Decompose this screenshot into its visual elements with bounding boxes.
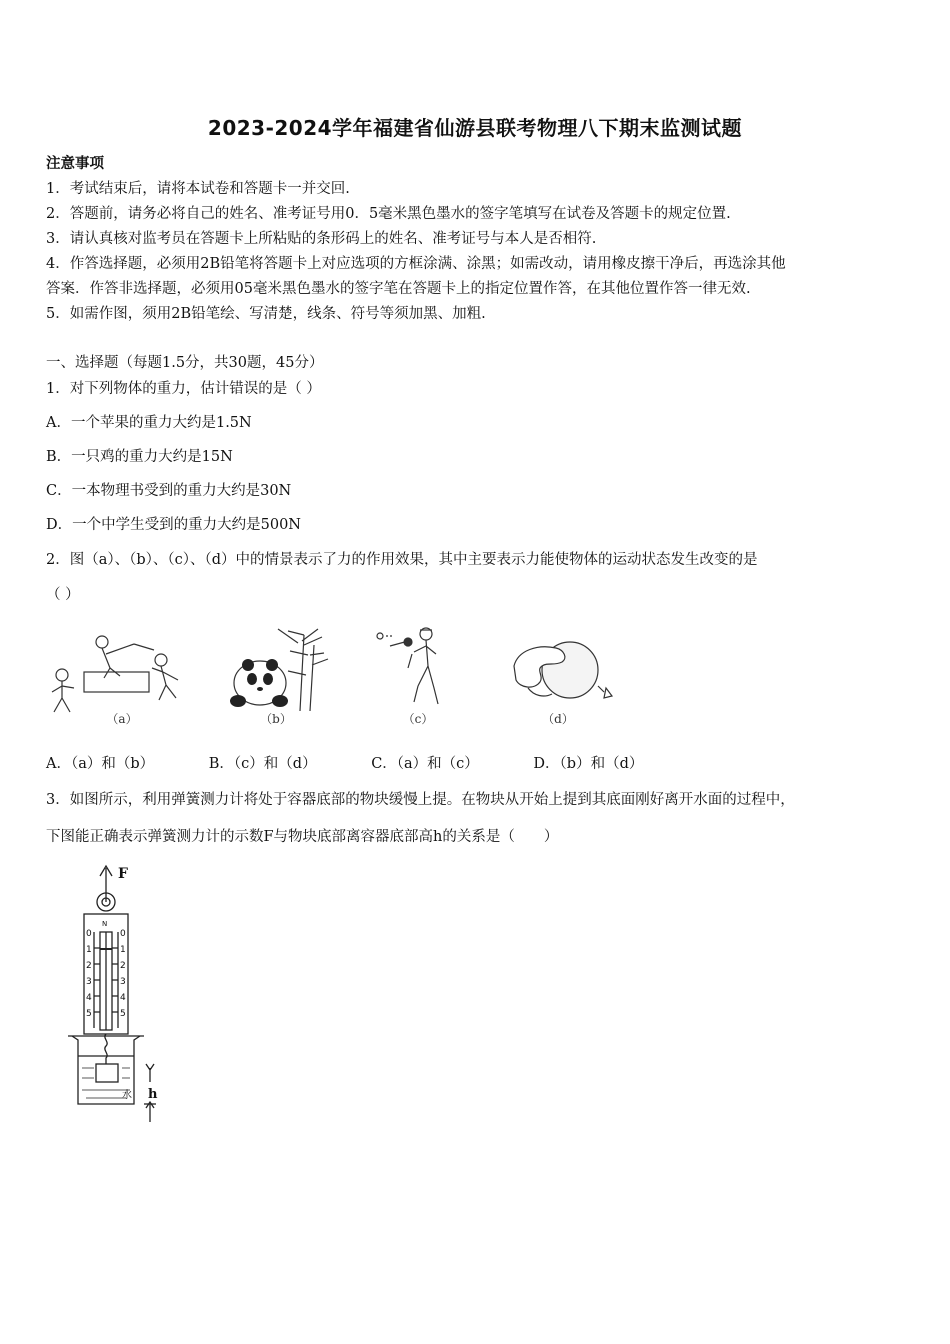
q1-option-a: A．一个苹果的重力大约是1.5N (46, 415, 252, 431)
scale-left-2: 2 (86, 961, 92, 971)
scale-right-0: 0 (120, 929, 126, 939)
q1-option-d: D．一个中学生受到的重力大约是500N (46, 517, 301, 533)
section-heading: 一、选择题（每题1.5分，共30题，45分） (46, 355, 324, 371)
scale-left-1: 1 (86, 945, 92, 955)
figure-c-caption: （c） (402, 712, 434, 726)
q1-option-b: B．一只鸡的重力大约是15N (46, 449, 233, 465)
q2-option-c: C．（a）和（c） (371, 756, 479, 772)
question-2-stem-cont: （ ） (46, 587, 80, 603)
figure-d-caption: （d） (542, 712, 574, 726)
page-title: 2023-2024学年福建省仙游县联考物理八下期末监测试题 (207, 116, 743, 140)
scale-right-5: 5 (120, 1009, 126, 1019)
figure-b-caption: （b） (260, 712, 292, 726)
unit-label: N (102, 920, 108, 928)
q1-option-c: C．一本物理书受到的重力大约是30N (46, 483, 292, 499)
figure-a-illustration (44, 630, 194, 718)
water-label: 水 (122, 1090, 132, 1101)
q2-option-a: A．（a）和（b） (46, 756, 155, 772)
notice-heading: 注意事项 (46, 155, 104, 172)
notice-item: 4．作答选择题，必须用2B铅笔将答题卡上对应选项的方框涂满、涂黑；如需改动，请用橡皮擦干净后，再选涂其他 (46, 256, 786, 272)
notice-item: 3．请认真核对监考员在答题卡上所粘贴的条形码上的姓名、准考证号与本人是否相符. (46, 231, 597, 247)
figure-a-caption: （a） (106, 712, 138, 726)
height-label: h (148, 1087, 158, 1102)
figure-b-illustration (218, 625, 330, 713)
figure-d-illustration (508, 636, 618, 711)
question-3-stem-cont: 下图能正确表示弹簧测力计的示数F与物块底部离容器底部高h的关系是（ ） (46, 829, 559, 845)
scale-left-0: 0 (86, 929, 92, 939)
scale-right-4: 4 (120, 993, 126, 1003)
scale-left-4: 4 (86, 993, 92, 1003)
scale-left-5: 5 (86, 1009, 92, 1019)
spring-scale-figure (64, 860, 174, 1125)
scale-right-2: 2 (120, 961, 126, 971)
notice-item: 2．答题前，请务必将自己的姓名、准考证号用0．5毫米黑色墨水的签字笔填写在试卷及答题卡的规定位置. (46, 206, 731, 222)
q2-option-d: D．（b）和（d） (533, 756, 644, 772)
notice-item: 答案．作答非选择题，必须用05毫米黑色墨水的签字笔在答题卡上的指定位置作答，在其他位置作答一律无效. (46, 281, 751, 297)
notice-item: 5．如需作图，须用2B铅笔绘、写清楚，线条、符号等须加黑、加粗. (46, 306, 486, 322)
figure-c-illustration (368, 624, 468, 714)
q2-option-b: B．（c）和（d） (208, 756, 317, 772)
scale-left-3: 3 (86, 977, 92, 987)
notice-item: 1．考试结束后，请将本试卷和答题卡一并交回. (46, 181, 350, 197)
scale-right-3: 3 (120, 977, 126, 987)
question-1-stem: 1．对下列物体的重力，估计错误的是（ ） (46, 381, 321, 397)
force-label: F (118, 866, 128, 882)
question-2-stem: 2．图（a）、（b）、（c）、（d）中的情景表示了力的作用效果，其中主要表示力能使物体的运动状态发生改变的是 (46, 552, 758, 568)
question-3-stem: 3．如图所示，利用弹簧测力计将处于容器底部的物块缓慢上提。在物块从开始上提到其底面刚好离开水面的过程中， (46, 792, 795, 808)
q2-options-row (46, 752, 693, 773)
scale-right-1: 1 (120, 945, 126, 955)
